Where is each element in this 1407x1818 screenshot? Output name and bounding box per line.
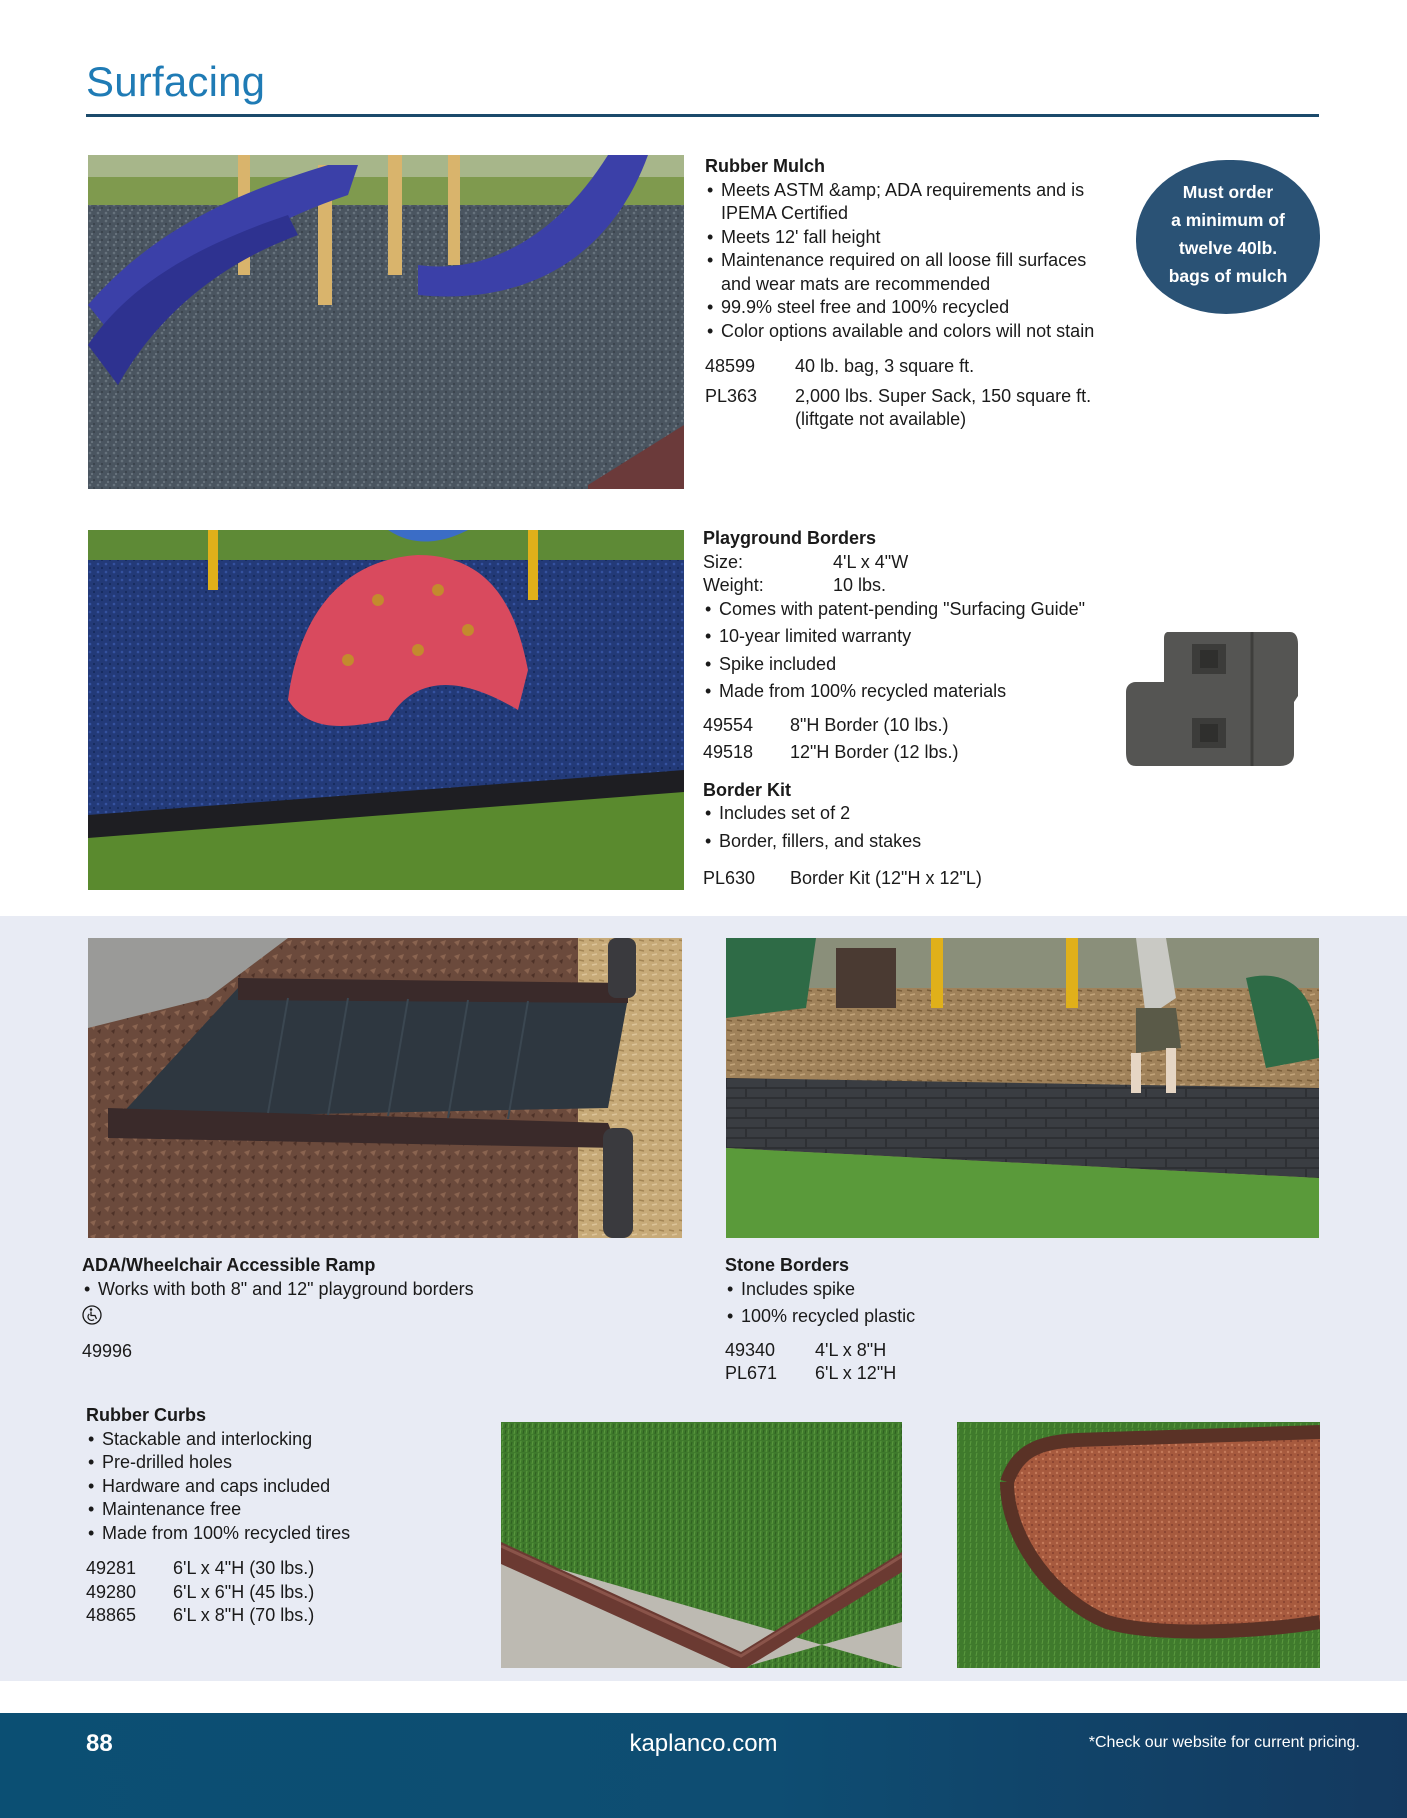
- sku-row: [86, 1604, 486, 1628]
- playground-borders-heading: Playground Borders: [703, 528, 877, 548]
- sku-code: 49280: [86, 1581, 137, 1602]
- badge-line: Must order: [1182, 182, 1274, 202]
- border-product-image: [1124, 628, 1298, 768]
- sku-description: 12"H Border (12 lbs.): [790, 742, 959, 762]
- sku-row: [705, 385, 1115, 432]
- list-item: • Meets ASTM &amp; ADA requirements and is IPEMA Certified: [705, 179, 1115, 226]
- list-item: • Maintenance free: [86, 1498, 486, 1522]
- website-link[interactable]: kaplanco.com: [629, 1730, 778, 1757]
- ada-ramp-photo: [88, 938, 682, 1238]
- stone-borders-section: [725, 1254, 1125, 1386]
- spec-value: 4'L x 4"W: [833, 551, 909, 572]
- page-number: 88: [86, 1730, 113, 1757]
- stone-borders-heading: Stone Borders: [725, 1255, 850, 1275]
- badge-line: a minimum of: [1171, 210, 1285, 230]
- sku-description: 6'L x 6"H (45 lbs.): [173, 1581, 315, 1602]
- sku-description: Border Kit (12"H x 12"L): [790, 868, 982, 888]
- page-title: Surfacing: [86, 58, 266, 105]
- stone-borders-photo: [726, 938, 1319, 1238]
- sku-row: [703, 867, 1123, 891]
- playground-borders-photo: [88, 530, 684, 890]
- list-item: • Color options available and colors will not stain: [705, 320, 1115, 344]
- sku-code: 48599: [705, 356, 756, 376]
- list-item: • Hardware and caps included: [86, 1475, 486, 1499]
- list-item: • Border, fillers, and stakes: [703, 830, 1123, 854]
- sku-row: [725, 1339, 1125, 1363]
- list-item: • Comes with patent-pending "Surfacing Guide": [703, 598, 1123, 622]
- minimum-order-badge: [1136, 160, 1320, 314]
- list-item: • Meets 12' fall height: [705, 226, 1115, 250]
- sku-row: [86, 1557, 486, 1581]
- rubber-mulch-heading: Rubber Mulch: [705, 156, 825, 176]
- rubber-curbs-turf-photo: [501, 1422, 902, 1668]
- spec-value: 10 lbs.: [833, 575, 887, 595]
- list-item: • 100% recycled plastic: [725, 1305, 1125, 1329]
- sku-description: 6'L x 8"H (70 lbs.): [173, 1605, 315, 1625]
- sku-row: [86, 1581, 486, 1605]
- sku-code: 48865: [86, 1605, 137, 1625]
- pricing-note: *Check our website for current pricing.: [1088, 1734, 1360, 1751]
- ada-ramp-section: [82, 1254, 642, 1363]
- border-kit-features: [703, 802, 1123, 853]
- rubber-curbs-mulch-photo: [957, 1422, 1320, 1668]
- list-item: • Pre-drilled holes: [86, 1451, 486, 1475]
- sku-description: 2,000 lbs. Super Sack, 150 square ft. (liftgate not available): [795, 385, 1092, 429]
- ada-ramp-features: [82, 1278, 642, 1302]
- sku-code: PL363: [705, 385, 758, 406]
- page-footer: [0, 1713, 1407, 1818]
- list-item: • Includes spike: [725, 1278, 1125, 1302]
- rubber-curbs-heading: Rubber Curbs: [86, 1405, 207, 1425]
- list-item: • 10-year limited warranty: [703, 625, 1123, 649]
- sku-description: 40 lb. bag, 3 square ft.: [795, 356, 975, 376]
- spec-label: Weight:: [703, 575, 764, 595]
- badge-line: twelve 40lb.: [1178, 238, 1278, 258]
- spec-row: [703, 551, 1123, 575]
- list-item: • Includes set of 2: [703, 802, 1123, 826]
- wheelchair-icon: [82, 1305, 102, 1325]
- list-item: • Maintenance required on all loose fill surfaces and wear mats are recommended: [705, 249, 1115, 296]
- list-item: • Spike included: [703, 653, 1123, 677]
- rubber-curbs-features: [86, 1428, 486, 1546]
- badge-line: bags of mulch: [1168, 266, 1288, 286]
- list-item: • Made from 100% recycled materials: [703, 680, 1123, 704]
- stone-borders-features: [725, 1278, 1125, 1329]
- rubber-mulch-photo: [88, 155, 684, 489]
- rubber-mulch-section: [705, 155, 1115, 432]
- list-item: • Works with both 8" and 12" playground borders: [82, 1278, 642, 1302]
- sku-code: PL671: [725, 1363, 778, 1383]
- sku-row: [703, 741, 1123, 765]
- sku-row: [705, 355, 1115, 379]
- sku-description: 8"H Border (10 lbs.): [790, 714, 949, 735]
- border-kit-heading: Border Kit: [703, 779, 792, 800]
- sku-description: 6'L x 4"H (30 lbs.): [173, 1558, 315, 1578]
- playground-borders-section: [703, 527, 1123, 891]
- rubber-curbs-section: [86, 1404, 486, 1628]
- sku-description: 4'L x 8"H: [815, 1339, 887, 1360]
- sku-code: PL630: [703, 868, 756, 888]
- sku-code: 49996: [82, 1340, 133, 1361]
- spec-label: Size:: [703, 551, 744, 572]
- sku-code: 49554: [703, 714, 754, 735]
- sku-description: 6'L x 12"H: [815, 1363, 897, 1383]
- spec-row: [703, 574, 1123, 598]
- playground-borders-features: [703, 598, 1123, 704]
- sku-code: 49518: [703, 742, 754, 762]
- sku-row: [725, 1362, 1125, 1386]
- sku-code: 49281: [86, 1558, 137, 1578]
- rubber-mulch-features: [705, 179, 1115, 344]
- ada-ramp-heading: ADA/Wheelchair Accessible Ramp: [82, 1255, 376, 1275]
- list-item: • 99.9% steel free and 100% recycled: [705, 296, 1115, 320]
- sku-code: 49340: [725, 1339, 776, 1360]
- sku-row: [703, 714, 1123, 738]
- list-item: • Made from 100% recycled tires: [86, 1522, 486, 1546]
- title-divider: [86, 114, 1319, 117]
- list-item: • Stackable and interlocking: [86, 1428, 486, 1452]
